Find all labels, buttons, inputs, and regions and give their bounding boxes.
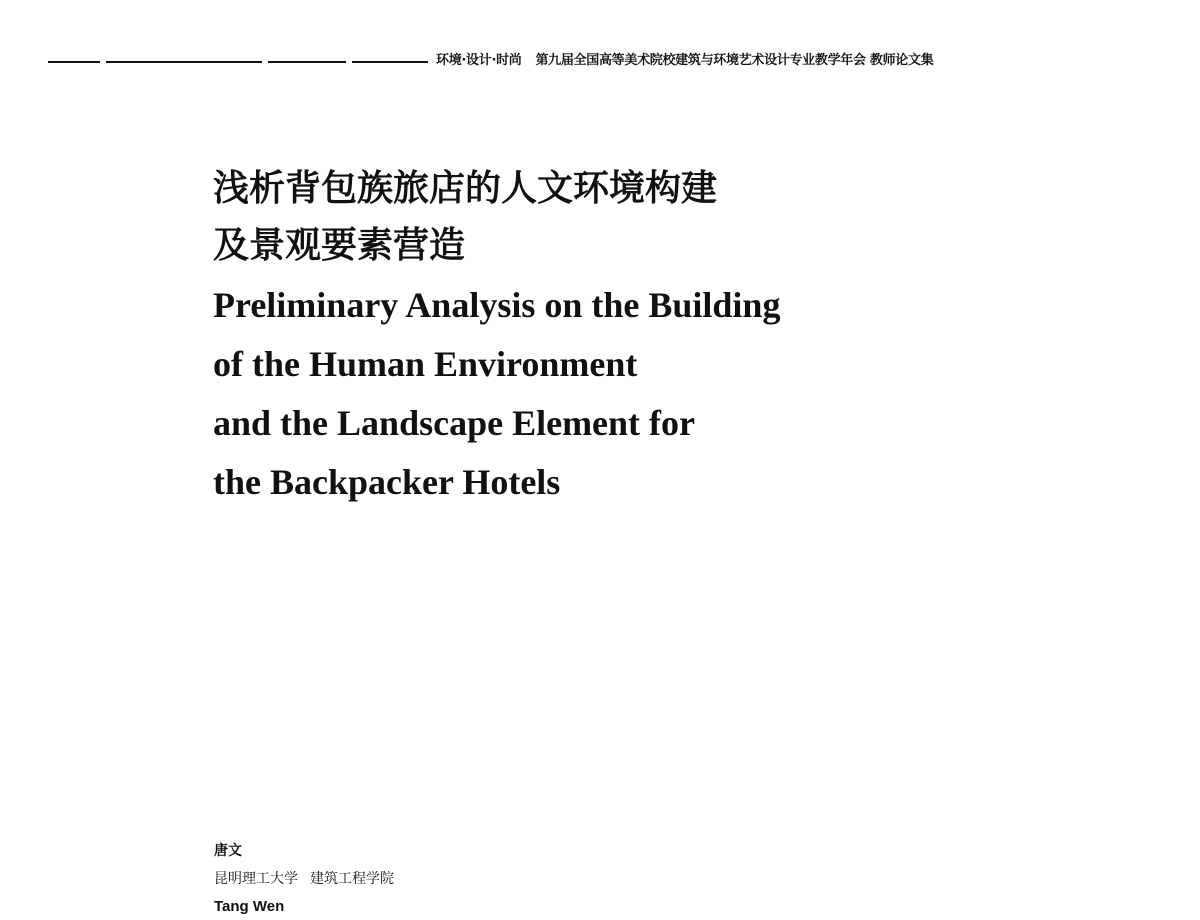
affiliation-school: 建筑工程学院 [310,871,394,887]
author-name-zh: 唐文 [214,843,242,859]
header-event: 环境·设计·时尚 [436,53,522,68]
running-header [436,49,933,68]
title-en [213,276,1173,512]
title-en-line: Preliminary Analysis on the Building [213,285,781,325]
title-en-line: the Backpacker Hotels [213,462,561,502]
rule-segment [268,61,346,63]
title-zh-line: 浅析背包族旅店的人文环境构建 [213,167,718,209]
rule-segment [352,61,428,63]
rule-segment [106,61,262,63]
author-affiliation [214,864,394,894]
title-en-line: and the Landscape Element for [213,403,696,443]
author-name-en: Tang Wen [214,898,285,915]
title-en-line: of the Human Environment [213,344,638,384]
title-zh-line: 及景观要素营造 [213,224,466,266]
rule-segment [48,61,100,63]
affiliation-university: 昆明理工大学 [214,871,298,887]
author-block [214,838,394,920]
header-conference: 第九届全国高等美术院校建筑与环境艺术设计专业教学年会 教师论文集 [535,53,934,68]
title-zh [213,160,1173,274]
paper-title [213,160,1173,512]
